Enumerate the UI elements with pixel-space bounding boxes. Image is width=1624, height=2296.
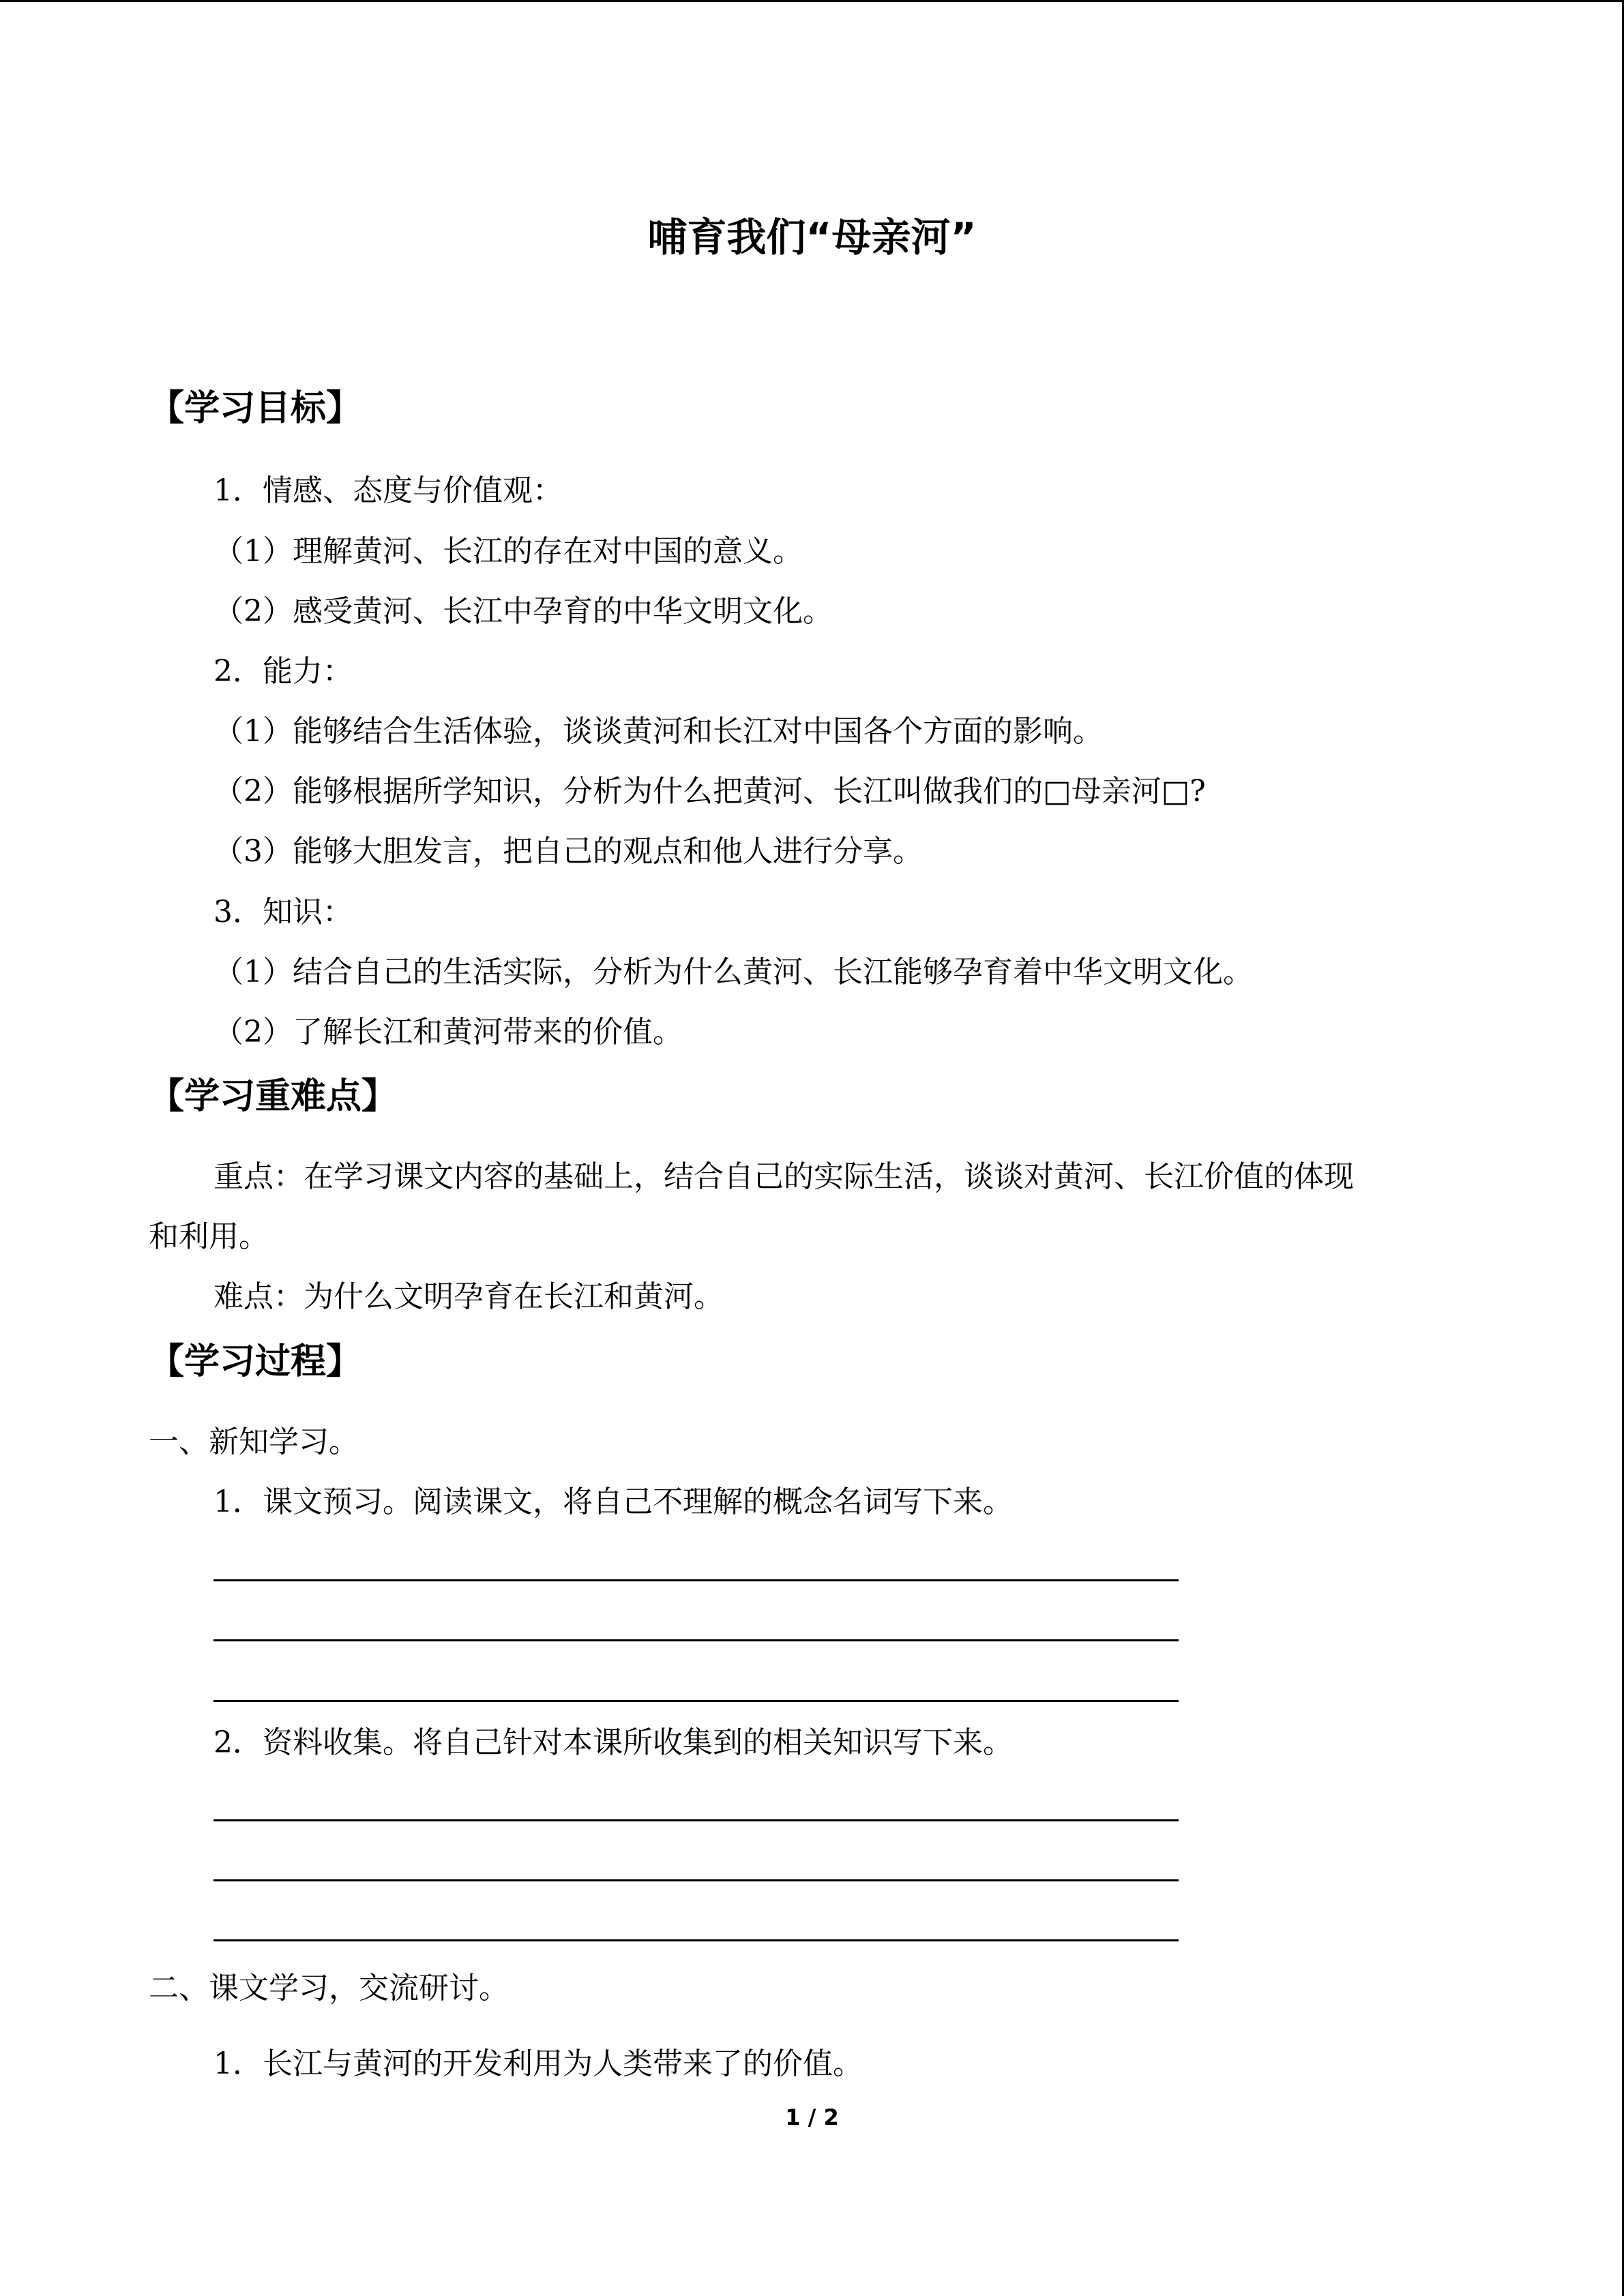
goal-item-1-2: （2）感受黄河、长江中孕育的中华文明文化。 xyxy=(213,594,833,629)
heading-goals: 【学习目标】 xyxy=(149,388,362,429)
process-part-2: 二、课文学习，交流研讨。 xyxy=(149,1971,509,2006)
page-title: 哺育我们“母亲河” xyxy=(647,214,977,260)
process-part-1: 一、新知学习。 xyxy=(149,1425,359,1459)
answer-blank-line[interactable] xyxy=(213,1819,1179,1821)
goal-item-2-1: （1）能够结合生活体验，谈谈黄河和长江对中国各个方面的影响。 xyxy=(213,714,1103,749)
keypoint-focus-line-2: 和利用。 xyxy=(149,1219,269,1254)
goal-item-1-1: （1）理解黄河、长江的存在对中国的意义。 xyxy=(213,534,803,569)
process-part-1-item-2: 2．资料收集。将自己针对本课所收集到的相关知识写下来。 xyxy=(213,1725,1013,1760)
process-part-2-item-1: 1．长江与黄河的开发利用为人类带来了的价值。 xyxy=(213,2046,863,2081)
goal-item-2-2: （2）能够根据所学知识，分析为什么把黄河、长江叫做我们的□母亲河□? xyxy=(213,774,1206,809)
answer-blank-line[interactable] xyxy=(213,1700,1179,1702)
goal-item-1: 1．情感、态度与价值观： xyxy=(213,473,563,508)
keypoint-focus-line-1: 重点：在学习课文内容的基础上，结合自己的实际生活，谈谈对黄河、长江价值的体现 xyxy=(213,1159,1354,1194)
answer-blank-line[interactable] xyxy=(213,1639,1179,1641)
process-part-1-item-1: 1．课文预习。阅读课文，将自己不理解的概念名词写下来。 xyxy=(213,1485,1013,1519)
heading-keypoints: 【学习重难点】 xyxy=(149,1076,398,1117)
answer-blank-line[interactable] xyxy=(213,1879,1179,1881)
page-number: 1 / 2 xyxy=(785,2104,839,2130)
page-border-top xyxy=(0,0,1624,2)
heading-process: 【学习过程】 xyxy=(149,1341,362,1382)
answer-blank-line[interactable] xyxy=(213,1579,1179,1581)
goal-item-3-2: （2）了解长江和黄河带来的价值。 xyxy=(213,1015,683,1049)
goal-item-2: 2．能力： xyxy=(213,654,353,689)
goal-item-2-3: （3）能够大胆发言，把自己的观点和他人进行分享。 xyxy=(213,834,923,869)
keypoint-difficulty: 难点：为什么文明孕育在长江和黄河。 xyxy=(213,1279,724,1314)
answer-blank-line[interactable] xyxy=(213,1939,1179,1941)
goal-item-3: 3．知识： xyxy=(213,895,353,929)
goal-item-3-1: （1）结合自己的生活实际，分析为什么黄河、长江能够孕育着中华文明文化。 xyxy=(213,955,1253,989)
